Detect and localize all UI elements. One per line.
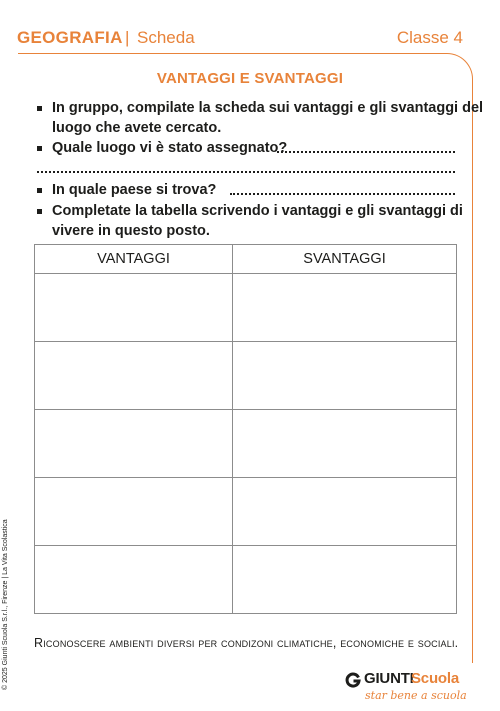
table-row [35,546,457,614]
column-header-svantaggi: SVANTAGGI [233,245,457,274]
table-cell-svantaggi[interactable] [233,274,457,342]
table-cell-svantaggi[interactable] [233,546,457,614]
header-separator: | [125,28,130,47]
answer-line-place-continued[interactable] [37,171,455,173]
copyright-notice: © 2025 Giunti Scuola S.r.l., Firenze | La Vita Scolastica [2,519,9,690]
table-cell-vantaggi[interactable] [35,274,233,342]
instruction-1-line-1: In gruppo, compilate la scheda sui vantaggi e gli svantaggi del [52,100,484,116]
worksheet-title: VANTAGGI E SVANTAGGI [156,70,344,87]
logo-brand-giunti: GIUNTI [364,670,414,687]
table-cell-vantaggi[interactable] [35,478,233,546]
instruction-1-line-2: luogo che avete cercato. [52,120,222,136]
column-header-vantaggi: VANTAGGI [35,245,233,274]
page-header [0,26,500,56]
learning-objective: Riconoscere ambienti diversi per condizoni climatiche, economiche e sociali. [34,636,459,650]
table-row [35,410,457,478]
bullet-icon [37,146,42,151]
advantages-table [34,244,457,614]
sheet-label: Scheda [137,28,195,47]
class-label: Classe 4 [396,28,463,47]
instruction-2-text: Quale luogo vi è stato assegnato? [52,140,288,156]
logo-tagline: star bene a scuola [365,689,467,702]
table-cell-vantaggi[interactable] [35,410,233,478]
table-cell-vantaggi[interactable] [35,546,233,614]
instruction-4-line-2: vivere in questo posto. [52,223,210,239]
table-row [35,342,457,410]
table-cell-svantaggi[interactable] [233,410,457,478]
instruction-4-line-1: Completate la tabella scrivendo i vantaggi e gli svantaggi di [52,203,463,219]
bullet-icon [37,209,42,214]
giunti-scuola-logo [345,670,470,708]
table-cell-vantaggi[interactable] [35,342,233,410]
table-cell-svantaggi[interactable] [233,342,457,410]
table-cell-svantaggi[interactable] [233,478,457,546]
table-row [35,478,457,546]
answer-line-place[interactable] [277,151,455,153]
giunti-logo-icon [345,672,361,688]
instruction-3-text: In quale paese si trova? [52,182,217,198]
bullet-icon [37,106,42,111]
answer-line-country[interactable] [230,193,455,195]
subject-label: GEOGRAFIA [17,28,123,47]
table-row [35,274,457,342]
logo-brand-scuola: Scuola [411,670,459,687]
bullet-icon [37,188,42,193]
